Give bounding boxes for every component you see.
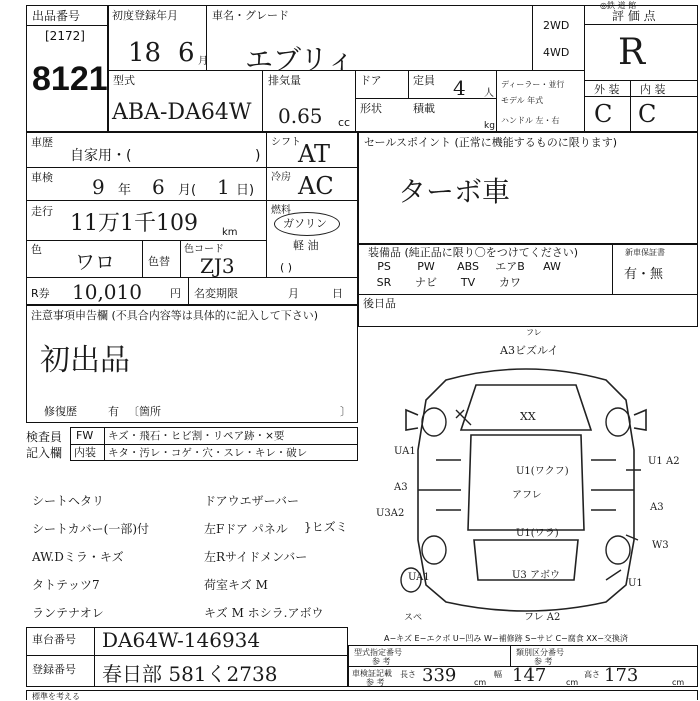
- diagram-u3a2: U3A2: [376, 508, 405, 519]
- inspector-label-2: 記入欄: [26, 446, 63, 460]
- divider: [142, 240, 143, 277]
- diagram-afre: アフレ: [512, 490, 542, 501]
- car-name: エブリィ: [245, 43, 355, 76]
- divider: [355, 98, 496, 99]
- divider: [180, 240, 181, 277]
- warranty-label: 新車保証書: [625, 248, 665, 257]
- inspector-fw-text: キズ・飛石・ヒビ割・リペア跡・×要: [108, 430, 285, 442]
- width-value: 147: [512, 665, 547, 686]
- remark-2: シートカバー(一部)付: [32, 522, 150, 536]
- diagram-ua1-left: UA1: [394, 446, 416, 457]
- mileage-value: 11万1千109: [70, 211, 198, 236]
- equipment-item: エアB: [495, 260, 525, 273]
- diagram-xx: XX: [520, 410, 536, 423]
- lot-label: 出品番号: [32, 9, 81, 23]
- width-label: 幅: [494, 670, 502, 679]
- divider: [70, 444, 358, 445]
- divider: [104, 427, 105, 461]
- equipment-item: TV: [460, 276, 476, 289]
- fuel-circle: [274, 212, 340, 236]
- recycle-unit: 円: [170, 287, 181, 300]
- first-reg-month: 6: [178, 38, 195, 68]
- notes-value: 初出品: [40, 343, 130, 378]
- divider: [266, 132, 267, 277]
- fuel-paren: ( ): [280, 261, 293, 274]
- diagram-front-label: フレ: [526, 328, 542, 337]
- fuel-label: 燃料: [271, 205, 291, 216]
- inspection-month: 6: [152, 175, 165, 199]
- repair-label: 修復歴: [44, 405, 77, 418]
- first-reg-year: 18: [128, 38, 162, 68]
- diagram-top-label: A3ビズルイ: [500, 344, 559, 357]
- color-code-label: 色コード: [184, 244, 224, 255]
- divider: [262, 70, 263, 132]
- capacity-value: 4: [453, 76, 466, 100]
- fuel-gasoline: ガソリン: [283, 217, 327, 230]
- bottom-label: 標準を考える: [32, 692, 80, 701]
- ac-value: AC: [298, 172, 334, 200]
- inspector-fw: FW: [76, 429, 94, 442]
- equipment-label: 装備品 (純正品に限り〇をつけてください): [368, 246, 579, 259]
- divider: [94, 627, 95, 687]
- diagram-u3-bottom: U3 アボウ: [512, 570, 560, 581]
- usage-close: ): [255, 148, 261, 164]
- divider: [188, 277, 189, 305]
- inspection-year-unit: 年: [118, 183, 132, 198]
- interior-label: 内 装: [640, 83, 666, 96]
- remark-right-4: 荷室キズ M: [204, 578, 268, 592]
- drive-4wd: 4WD: [543, 46, 570, 59]
- repair-place: 〔箇所: [128, 405, 161, 418]
- divider: [358, 294, 698, 295]
- score-label: 評 価 点: [612, 9, 656, 23]
- remark-5: ランテナオレ: [32, 606, 104, 620]
- displacement-unit: cc: [338, 116, 351, 129]
- remark-1: シートヘタリ: [32, 494, 105, 508]
- diagram-u1-right: U1 A2: [648, 456, 680, 467]
- height-value: 173: [604, 665, 639, 686]
- notes-label: 注意事項申告欄 (不具合内容等は具体的に記入して下さい): [31, 309, 319, 322]
- model-value: ABA-DA64W: [112, 100, 252, 125]
- equipment-item: SR: [376, 276, 392, 289]
- lot-number: 8121: [32, 60, 108, 98]
- inspector-interior-text: キタ・汚レ・コゲ・穴・スレ・キレ・破レ: [108, 447, 308, 459]
- model-year-label: モデル 年式: [501, 96, 544, 105]
- remark-4: タトテッツ7: [32, 578, 100, 592]
- divider: [584, 24, 698, 25]
- recycle-label: R券: [31, 287, 50, 300]
- recycle-value: 10,010: [72, 280, 142, 304]
- diagram-a3-left: A3: [394, 482, 408, 493]
- divider: [612, 244, 613, 294]
- handle-label: ハンドル 左・右: [501, 116, 560, 125]
- equipment-item: PS: [377, 260, 391, 273]
- class-label: 類別区分番号: [516, 648, 564, 657]
- inspection-month-unit: 月(: [178, 183, 197, 198]
- height-unit: cm: [672, 678, 685, 687]
- diagram-bottom: フレ A2: [524, 612, 561, 623]
- length-value: 339: [422, 665, 457, 686]
- equipment-item: PW: [417, 260, 435, 273]
- inspector-label-1: 検査員: [26, 430, 63, 444]
- car-inspection-label: 車検証記載: [352, 669, 392, 678]
- interior-grade: C: [638, 100, 657, 128]
- repair-value: 有: [108, 405, 119, 418]
- door-label: ドア: [360, 74, 382, 87]
- class-ref: 参 考: [534, 657, 553, 666]
- divider: [355, 70, 356, 132]
- divider: [26, 655, 348, 656]
- divider: [26, 240, 266, 241]
- divider: [510, 645, 511, 666]
- divider: [496, 70, 497, 132]
- first-reg-label: 初度登録年月: [112, 9, 178, 22]
- diagram-a3-right: A3: [650, 502, 664, 513]
- rename-unit: 月: [288, 287, 299, 300]
- first-reg-unit: 月: [198, 56, 208, 67]
- length-unit: cm: [474, 678, 487, 687]
- sales-label: セールスポイント (正常に機能するものに限ります): [364, 136, 618, 149]
- capacity-unit: 人: [484, 88, 494, 99]
- capacity-label: 定員: [413, 74, 435, 87]
- score: R: [618, 32, 646, 73]
- reg-value: 春日部 581く2738: [102, 662, 278, 686]
- diagram-u1-br: U1: [628, 578, 643, 589]
- remark-3: AW.Dミラ・キズ: [32, 550, 124, 564]
- height-label: 高さ: [584, 670, 600, 679]
- divider: [408, 70, 409, 98]
- equipment-grid: [364, 260, 609, 292]
- inspector-interior: 内装: [74, 446, 96, 459]
- reg-label: 登録番号: [32, 663, 76, 676]
- car-inspection-ref: 参 考: [366, 678, 385, 687]
- equipment-item: AW: [543, 260, 561, 273]
- color-code-value: ZJ3: [200, 254, 235, 278]
- divider: [26, 200, 358, 201]
- chassis-label: 車台番号: [32, 633, 76, 646]
- corner-text: ◎鉄 道 館: [600, 1, 637, 10]
- divider: [26, 25, 108, 26]
- remark-right-2: 左Fドア パネル: [204, 522, 288, 536]
- exterior-label: 外 装: [594, 83, 620, 96]
- fuel-diesel: 軽 油: [293, 239, 319, 252]
- width-unit: cm: [566, 678, 579, 687]
- sales-value: ターボ車: [398, 175, 511, 208]
- dealer-label: ディーラー・並行: [501, 80, 565, 89]
- remark-right-5: キズ M ホシラ.アボウ: [204, 606, 324, 620]
- usage-label: 車歴: [31, 136, 53, 149]
- rear-seat-label: 後日品: [363, 297, 396, 310]
- diagram-spe: スペ: [404, 613, 423, 623]
- mileage-unit: km: [222, 227, 238, 238]
- diagram-u1-center2: U1(ワラ): [516, 528, 559, 539]
- divider: [584, 96, 698, 97]
- diagram-legend: A−キズ E−エクボ U−凹み W−補修跡 S−サビ C−腐食 XX−交換済: [384, 634, 628, 643]
- shift-label: シフト: [271, 137, 301, 148]
- equipment-item: ABS: [457, 260, 479, 273]
- diagram-u1-center: U1(ワクフ): [516, 466, 569, 477]
- equipment-item: ナビ: [415, 276, 437, 289]
- divider: [26, 277, 358, 278]
- warranty-value: 有・無: [624, 267, 664, 282]
- color-value: ワロ: [75, 250, 115, 274]
- car-name-label: 車名・グレード: [212, 9, 289, 22]
- displacement-value: 0.65: [278, 104, 323, 128]
- load-label: 積載: [413, 102, 435, 115]
- diagram-w3: W3: [652, 540, 669, 551]
- length-label: 長さ: [400, 670, 416, 679]
- bottom-strip: [26, 690, 698, 700]
- model-label: 型式: [113, 74, 135, 87]
- rename-day: 日: [332, 287, 343, 300]
- ac-label: 冷房: [271, 172, 291, 183]
- equipment-item: カワ: [499, 276, 521, 289]
- divider: [584, 80, 698, 81]
- diagram-ua1-bottom: UA1: [408, 572, 430, 583]
- inspection-day: 1: [217, 175, 230, 199]
- displacement-label: 排気量: [268, 74, 301, 87]
- load-unit: kg: [484, 121, 495, 131]
- inspection-day-unit: 日): [236, 183, 255, 198]
- mileage-label: 走行: [31, 205, 53, 218]
- divider: [630, 80, 631, 132]
- chassis-value: DA64W-146934: [102, 628, 261, 652]
- color-label: 色: [31, 243, 42, 256]
- shape-label: 形状: [360, 102, 382, 115]
- usage-value: 自家用・(: [70, 148, 132, 164]
- exterior-grade: C: [594, 100, 613, 128]
- inspection-year: 9: [92, 175, 105, 199]
- type-label: 型式指定番号: [354, 648, 402, 657]
- color-book-label: 色替: [148, 255, 170, 268]
- remarks-mark: }ヒズミ: [304, 520, 348, 534]
- drive-2wd: 2WD: [543, 19, 570, 32]
- divider: [532, 5, 533, 70]
- shift-value: AT: [298, 140, 331, 168]
- type-ref: 参 考: [372, 657, 391, 666]
- remark-right-1: ドアウエザーバー: [204, 494, 300, 508]
- inspection-label: 車検: [31, 171, 53, 184]
- rename-label: 名変期限: [194, 287, 238, 300]
- repair-close: 〕: [340, 405, 351, 418]
- lot-code: [2172]: [45, 29, 85, 43]
- remark-right-3: 左Rサイドメンバー: [204, 550, 308, 564]
